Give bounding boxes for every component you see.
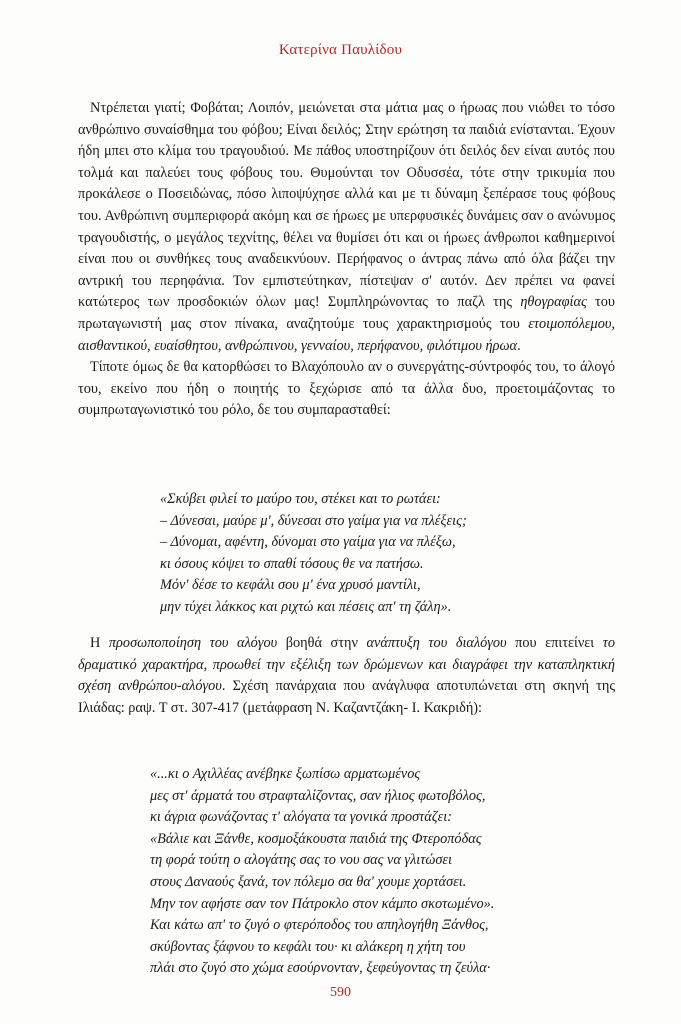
poem-line: «Βάλιε και Ξάνθε, κοσμοξάκουστα παιδιά της Φτεροπόδας	[150, 830, 482, 847]
emphasis: προσωποποίηση του αλόγου	[108, 635, 278, 651]
poem-line: «...κι ο Αχιλλέας ανέβηκε ξωπίσω αρματωμένος	[150, 766, 421, 782]
poem-line: – Δύνομαι, αφέντη, δύνομαι στο γαίμα για να πλέξω,	[160, 534, 456, 551]
emphasis: ετοιμοπόλεμου, αισθαντικού, ευαίσθητου, ανθρώπινου, γενναίου, περήφανου, φιλότιμου ήρωα	[78, 315, 615, 354]
emphasis: ηθογραφίας	[520, 294, 587, 311]
emphasis: ανάπτυξη του διαλόγου	[366, 635, 507, 651]
poem-line: σκύβοντας ξάφνου το κεφάλι του· κι αλάκερη η χήτη του	[150, 938, 466, 955]
poem-line: μες στ' άρματά του στραφταλίζοντας, σαν ήλιος φωτοβόλος,	[150, 787, 486, 804]
text-run: . Σχέση πανάρχαια που ανάγλυφα αποτυπώνεται στη σκηνή της Ιλιάδας: ραψ. Τ στ. 307-417 (μετάφραση Ν. Καζαντζάκη- Ι. Κακριδή):	[78, 678, 615, 716]
text-run: που επιτείνει	[506, 635, 603, 651]
page-number: 590	[330, 985, 351, 1000]
text-run: του πρωταγωνιστή μας στον πίνακα, αναζητούμε τους χαρακτηρισμούς του	[78, 294, 615, 332]
poem-line: πλάι στο ζυγό στο χώμα εσούρνονταν, ξεφεύγοντας τη ζεύλα·	[150, 960, 491, 977]
text-run: .	[517, 337, 521, 354]
paragraph-3-wrapper	[78, 633, 615, 719]
poem-line: Και κάτω απ' το ζυγό ο φτερόποδος του απηλογήθη Ξάνθος,	[150, 917, 489, 934]
poem-line: – Δύνεσαι, μαύρε μ', δύνεσαι στο γαίμα για να πλέξεις;	[160, 512, 467, 529]
poem-line: «Σκύβει φιλεί το μαύρο του, στέκει και το ρωτάει:	[160, 491, 441, 507]
text-run: βοηθά στην	[277, 635, 367, 651]
running-header: Κατερίνα Παυλίδου	[278, 42, 403, 58]
paragraph-3	[78, 633, 615, 719]
text-run: Η	[90, 635, 109, 651]
poem-line: κι άγρια φωνάζοντας τ' αλόγατα τα γονικά προστάζει:	[150, 809, 452, 826]
text-run: Ντρέπεται γιατί; Φοβάται; Λοιπόν, μειώνεται στα μάτια μας ο ήρωας που νιώθει το τόσο ανθρώπινο συναίσθημα του φόβου; Είναι δειλός; Στην ερώτηση τα παιδιά ενίστανται. Έχουν ήδη μπει στο κλίμα του τραγουδιού. Με πάθος υποστηρίζουν ότι δειλός δεν είναι αυτός που τολμά και παλεύει τους φόβους του. Θυμούνται τον Οδυσσέα, τότε στην τρικυμία που προκάλεσε ο Ποσειδώνας, πόσο λιποψύχησε αλλά και με τι δύναμη ξεπέρασε τους φόβους του. Ανθρώπινη συμπεριφορά ακόμη και σε ήρωες με υπερφυσικές δυνάμεις σαν ο ανώνυμος τραγουδιστής, ο μεγάλος τεχνίτης, θέλει να θυμίσει ότι και οι ήρωες άνθρωποι καθημερινοί είναι που οι συνθήκες τους αναδεικνύουν. Περήφανος ο άντρας πάνω από όλα βάζει την αντρική του περηφάνια. Τον εμπιστεύτηκαν, πίστεψαν σ' αυτόν. Δεν πρέπει να φανεί κατώτερος των προσδοκιών όλων μας! Συμπληρώνοντας το παζλ της	[78, 100, 615, 311]
main-text	[78, 98, 615, 422]
poem-excerpt-1	[160, 489, 467, 619]
emphasis: το δραματικό χαρακτήρα, προωθεί την εξέλιξη των δρώμενων και διαγράφει την καταπληκτική σχέση ανθρώπου-αλόγου	[78, 635, 615, 695]
paragraph-2: Τίποτε όμως δε θα κατορθώσει το Βλαχόπουλο αν ο συνεργάτης-σύντροφός του, το άλογό του, εκείνο που ήδη ο ποιητής το ξεχώρισε από τα άλλα δυο, προετοιμάζοντας το συμπρωταγωνιστικό του ρόλο, δε του συμπαρασταθεί:	[78, 359, 615, 419]
poem-line: Μόν' δέσε το κεφάλι σου μ' ένα χρυσό μαντίλι,	[160, 577, 421, 594]
poem-line: κι όσους κόψει το σπαθί τόσους θε να πατήσω.	[160, 555, 424, 572]
paragraph-1	[78, 98, 615, 357]
poem-line: Μην τον αφήστε σαν τον Πάτροκλο στον κάμπο σκοτωμένο».	[150, 895, 495, 912]
poem-line: στους Δαναούς ξανά, τον πόλεμο σα θα' χουμε χορτάσει.	[150, 873, 467, 890]
poem-excerpt-2	[150, 764, 494, 980]
poem-line: μην τύχει λάκκος και ριχτώ και πέσεις απ' τη ζάλη».	[160, 598, 452, 615]
poem-line: τη φορά τούτη ο αλογάτης σας το νου σας να γλιτώσει	[150, 852, 452, 869]
